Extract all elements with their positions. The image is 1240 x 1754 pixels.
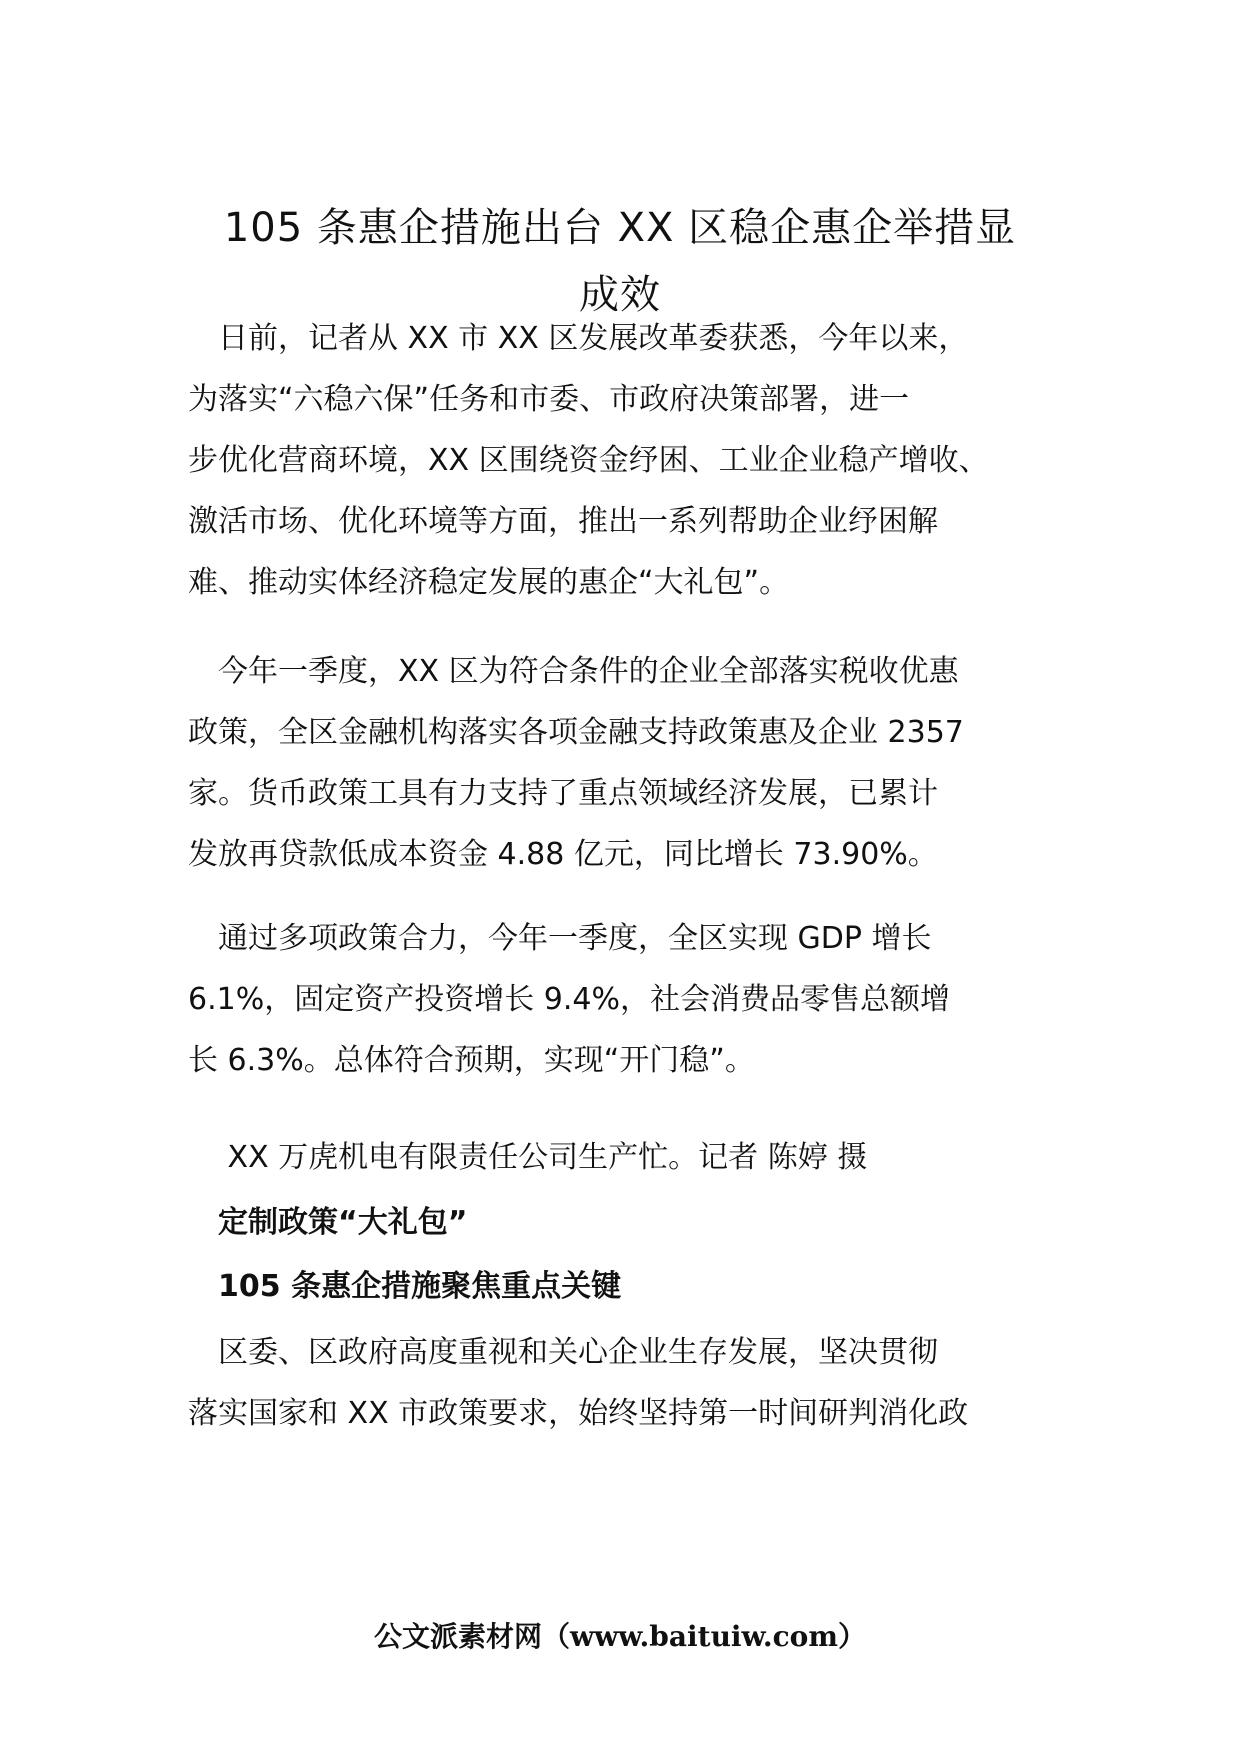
text-line: 家。货币政策工具有力支持了重点领域经济发展，已累计: [188, 776, 938, 811]
title-line: 成效: [579, 271, 661, 318]
text-line: 步优化营商环境，XX 区围绕资金纾困、工业企业稳产增收、: [188, 443, 989, 478]
text-line: 发放再贷款低成本资金 4.88 亿元，同比增长 73.90%。: [188, 837, 938, 872]
text-line: 6.1%，固定资产投资增长 9.4%，社会消费品零售总额增: [188, 982, 950, 1017]
heading-text: 定制政策“大礼包”: [188, 1205, 468, 1240]
text-line: 政策，全区金融机构落实各项金融支持政策惠及企业 2357: [188, 715, 964, 750]
text-line: 难、推动实体经济稳定发展的惠企“大礼包”。: [188, 565, 790, 600]
paragraph-policy: [188, 1322, 1068, 1444]
text-line: 落实国家和 XX 市政策要求，始终坚持第一时间研判消化政: [188, 1396, 969, 1431]
paragraph-q1-finance: [188, 641, 1068, 885]
paragraph-q1-gdp: [188, 908, 1068, 1091]
text-line: 区委、区政府高度重视和关心企业生存发展，坚决贯彻: [188, 1335, 938, 1370]
text-line: 通过多项政策合力，今年一季度，全区实现 GDP 增长: [188, 921, 932, 956]
section-heading: [188, 1192, 1068, 1253]
footer-watermark: 公文派素材网（www.baituiw.com）: [374, 1620, 866, 1653]
section-subheading: [188, 1256, 1068, 1317]
caption-text: XX 万虎机电有限责任公司生产忙。记者 陈婷 摄: [188, 1140, 868, 1175]
title-line: 105 条惠企措施出台 XX 区稳企惠企举措显: [223, 204, 1017, 251]
text-line: 激活市场、优化环境等方面，推出一系列帮助企业纾困解: [188, 504, 938, 539]
text-line: 为落实“六稳六保”任务和市委、市政府决策部署，进一: [188, 382, 910, 417]
paragraph-intro: [188, 308, 1068, 613]
text-line: 长 6.3%。总体符合预期，实现“开门稳”。: [188, 1043, 755, 1078]
text-line: 日前，记者从 XX 市 XX 区发展改革委获悉，今年以来，: [188, 321, 969, 356]
text-line: 今年一季度，XX 区为符合条件的企业全部落实税收优惠: [188, 654, 959, 689]
photo-caption: [188, 1127, 1068, 1188]
heading-text: 105 条惠企措施聚焦重点关键: [188, 1269, 622, 1304]
